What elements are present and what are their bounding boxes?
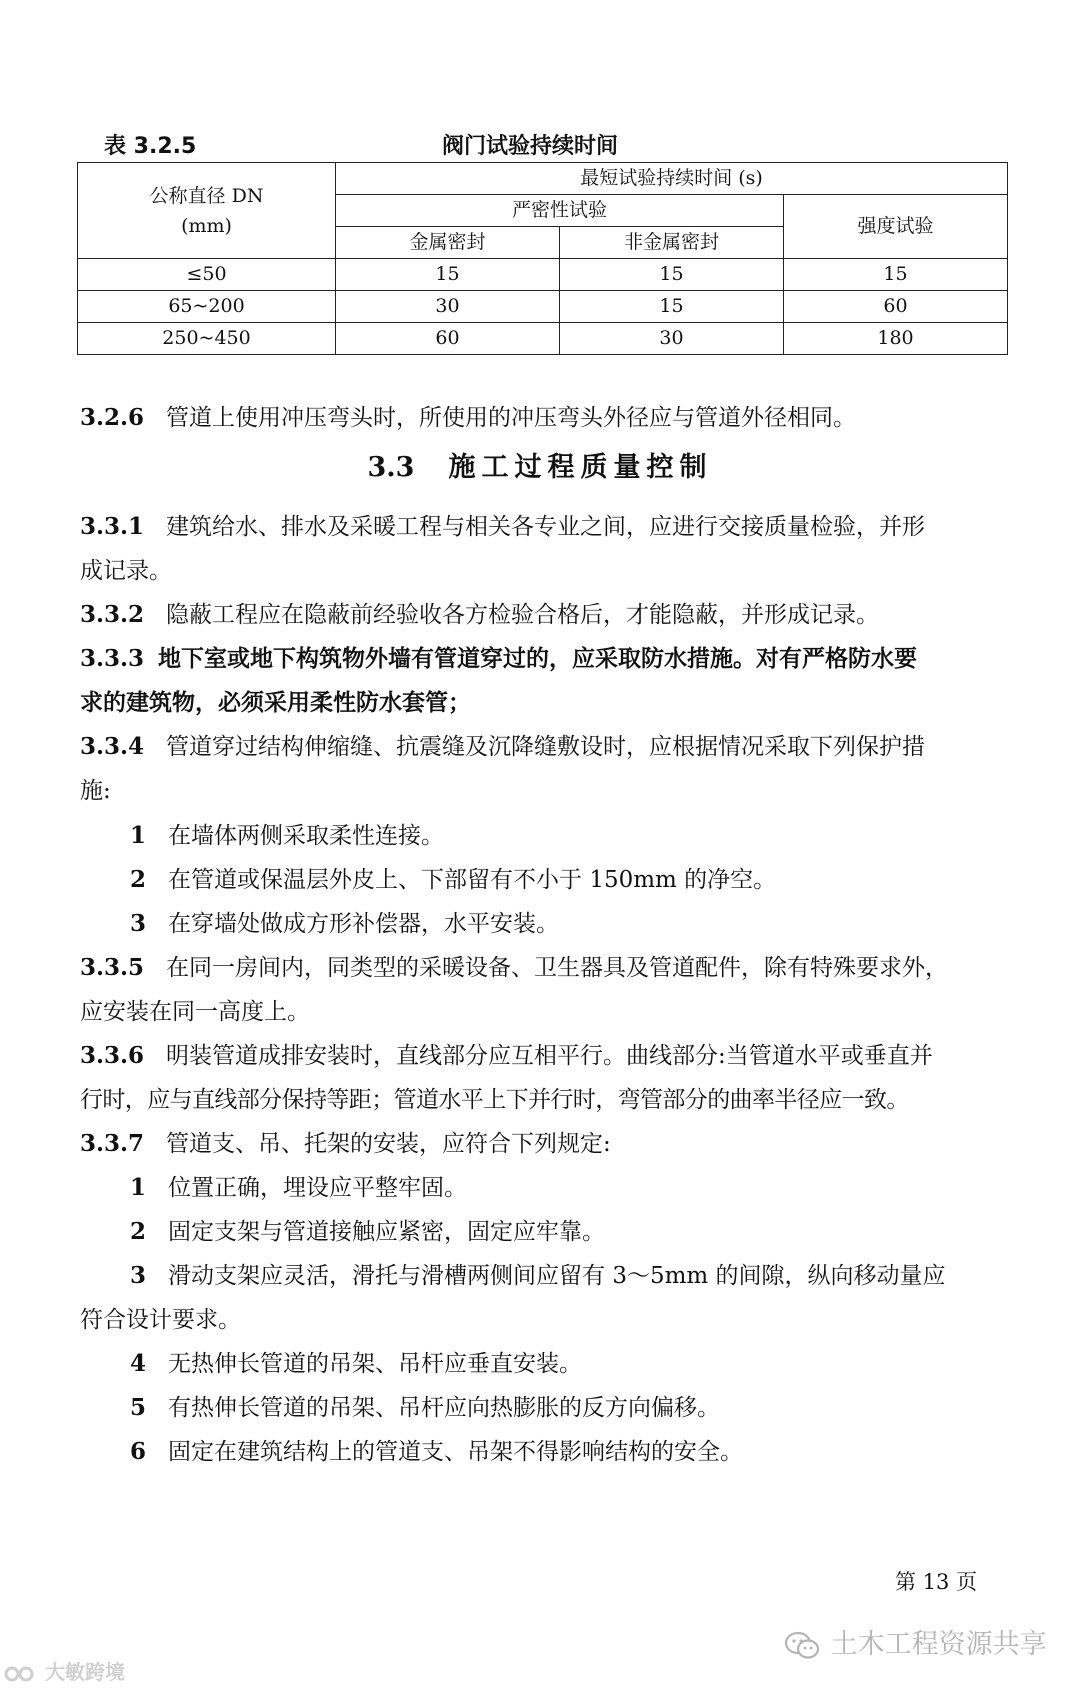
page-number: 第 13 页 — [895, 1570, 978, 1594]
table-caption — [104, 132, 984, 162]
clause-text: 隐蔽工程应在隐蔽前经验收各方检验合格后，才能隐蔽，并形成记录。 — [166, 602, 880, 628]
item-text: 滑动支架应灵活，滑托与滑槽两侧间应留有 3～5mm 的间隙，纵向移动量应 — [168, 1263, 946, 1289]
clause-3-3-1 — [80, 505, 1010, 549]
header-tightness: 严密性试验 — [336, 195, 784, 227]
list-item — [130, 1430, 1060, 1474]
cell-nonmetal: 15 — [560, 291, 784, 323]
list-item — [130, 1210, 1060, 1254]
clause-number: 3.3.3 — [80, 645, 145, 672]
clause-3-3-5-cont — [80, 990, 1010, 1034]
table-header-row — [78, 163, 1008, 195]
clause-number: 3.3.5 — [80, 954, 145, 981]
item-text: 在墙体两侧采取柔性连接。 — [168, 823, 445, 849]
item-text: 固定支架与管道接触应紧密，固定应牢靠。 — [168, 1219, 606, 1245]
item-number: 3 — [130, 1262, 147, 1289]
item-number: 6 — [130, 1438, 147, 1465]
item-text: 在穿墙处做成方形补偿器，水平安装。 — [168, 911, 560, 937]
item-number: 2 — [130, 866, 147, 893]
cell-strength: 180 — [784, 323, 1008, 355]
list-item — [130, 1342, 1060, 1386]
watermark-left — [4, 1658, 125, 1686]
clause-text: 求的建筑物，必须采用柔性防水套管； — [80, 689, 471, 716]
clause-3-3-7 — [80, 1122, 1010, 1166]
cell-nonmetal: 30 — [560, 323, 784, 355]
clause-text: 成记录。 — [80, 558, 172, 584]
list-item — [130, 1254, 1060, 1298]
clause-number: 3.3.4 — [80, 733, 145, 760]
table-row — [78, 291, 1008, 323]
watermark-brand-name: 大敏跨境 — [44, 1660, 125, 1684]
item-text: 无热伸长管道的吊架、吊杆应垂直安装。 — [168, 1351, 583, 1377]
clause-3-3-6-cont — [80, 1078, 1010, 1122]
clause-text: 明装管道成排安装时，直线部分应互相平行。曲线部分:当管道水平或垂直并 — [166, 1043, 933, 1069]
cell-nonmetal: 15 — [560, 259, 784, 291]
clause-3-3-1-cont — [80, 549, 1010, 593]
clause-number: 3.3.7 — [80, 1130, 145, 1157]
table-row — [78, 259, 1008, 291]
item-text: 在管道或保温层外皮上、下部留有不小于 150mm 的净空。 — [168, 867, 777, 893]
header-strength: 强度试验 — [784, 195, 1008, 259]
valve-test-duration-table — [77, 162, 1008, 355]
list-item — [130, 1386, 1060, 1430]
list-item — [130, 858, 1060, 902]
clause-number: 3.3.6 — [80, 1042, 145, 1069]
clause-text: 建筑给水、排水及采暖工程与相关各专业之间，应进行交接质量检验，并形 — [166, 514, 926, 540]
header-metal-seal: 金属密封 — [336, 227, 560, 259]
clause-3-3-4 — [80, 725, 1010, 769]
table-row — [78, 323, 1008, 355]
item-text: 符合设计要求。 — [80, 1307, 241, 1333]
item-number: 3 — [130, 910, 147, 937]
section-number: 3.3 — [367, 452, 415, 483]
clause-3-3-3-cont — [80, 681, 1010, 725]
section-heading — [0, 446, 1080, 490]
clause-3-3-2 — [80, 593, 1010, 637]
item-text: 位置正确，埋设应平整牢固。 — [168, 1175, 468, 1201]
clause-text: 应安装在同一高度上。 — [80, 999, 310, 1025]
clause-3-3-3 — [80, 637, 1010, 681]
cell-metal: 60 — [336, 323, 560, 355]
clause-number: 3.2.6 — [80, 404, 145, 431]
cell-dn: 65~200 — [78, 291, 336, 323]
list-item — [130, 814, 1060, 858]
clause-3-3-4-cont — [80, 769, 1010, 813]
cell-strength: 60 — [784, 291, 1008, 323]
header-duration: 最短试验持续时间 (s) — [336, 163, 1008, 195]
list-item-cont — [80, 1298, 1010, 1342]
header-dn-line2: (mm) — [181, 214, 232, 237]
item-number: 5 — [130, 1394, 147, 1421]
cell-metal: 15 — [336, 259, 560, 291]
item-text: 固定在建筑结构上的管道支、吊架不得影响结构的安全。 — [168, 1439, 744, 1465]
clause-text: 管道上使用冲压弯头时，所使用的冲压弯头外径应与管道外径相同。 — [166, 405, 857, 431]
section-title: 施工过程质量控制 — [448, 452, 713, 483]
item-number: 1 — [130, 1174, 147, 1201]
clause-text: 行时，应与直线部分保持等距；管道水平上下并行时，弯管部分的曲率半径应一致。 — [80, 1087, 909, 1113]
cell-metal: 30 — [336, 291, 560, 323]
clause-3-2-6 — [80, 396, 1010, 440]
watermark-right — [784, 1625, 1047, 1665]
header-nonmetal-seal: 非金属密封 — [560, 227, 784, 259]
wechat-icon — [784, 1630, 822, 1662]
clause-number: 3.3.2 — [80, 601, 145, 628]
item-text: 有热伸长管道的吊架、吊杆应向热膨胀的反方向偏移。 — [168, 1395, 721, 1421]
item-number: 1 — [130, 822, 147, 849]
table-title: 阀门试验持续时间 — [442, 134, 619, 159]
watermark-account-name: 土木工程资源共享 — [830, 1629, 1047, 1660]
item-number: 4 — [130, 1350, 147, 1377]
clause-3-3-5 — [80, 946, 1010, 990]
clause-text: 管道穿过结构伸缩缝、抗震缝及沉降缝敷设时，应根据情况采取下列保护措 — [166, 734, 926, 760]
clause-text: 管道支、吊、托架的安装，应符合下列规定: — [166, 1131, 611, 1157]
cell-dn: ≤50 — [78, 259, 336, 291]
table-number: 表 3.2.5 — [104, 134, 197, 159]
cell-dn: 250~450 — [78, 323, 336, 355]
item-number: 2 — [130, 1218, 147, 1245]
clause-3-3-6 — [80, 1034, 1010, 1078]
header-nominal-diameter — [78, 163, 336, 259]
clause-text: 施: — [80, 778, 111, 804]
list-item — [130, 1166, 1060, 1210]
cell-strength: 15 — [784, 259, 1008, 291]
clause-number: 3.3.1 — [80, 513, 145, 540]
list-item — [130, 902, 1060, 946]
clause-text: 地下室或地下构筑物外墙有管道穿过的，应采取防水措施。对有严格防水要 — [158, 645, 918, 672]
header-dn-line1: 公称直径 DN — [149, 184, 264, 207]
clause-text: 在同一房间内，同类型的采暖设备、卫生器具及管道配件，除有特殊要求外， — [166, 955, 949, 981]
brand-logo-icon — [4, 1663, 38, 1685]
